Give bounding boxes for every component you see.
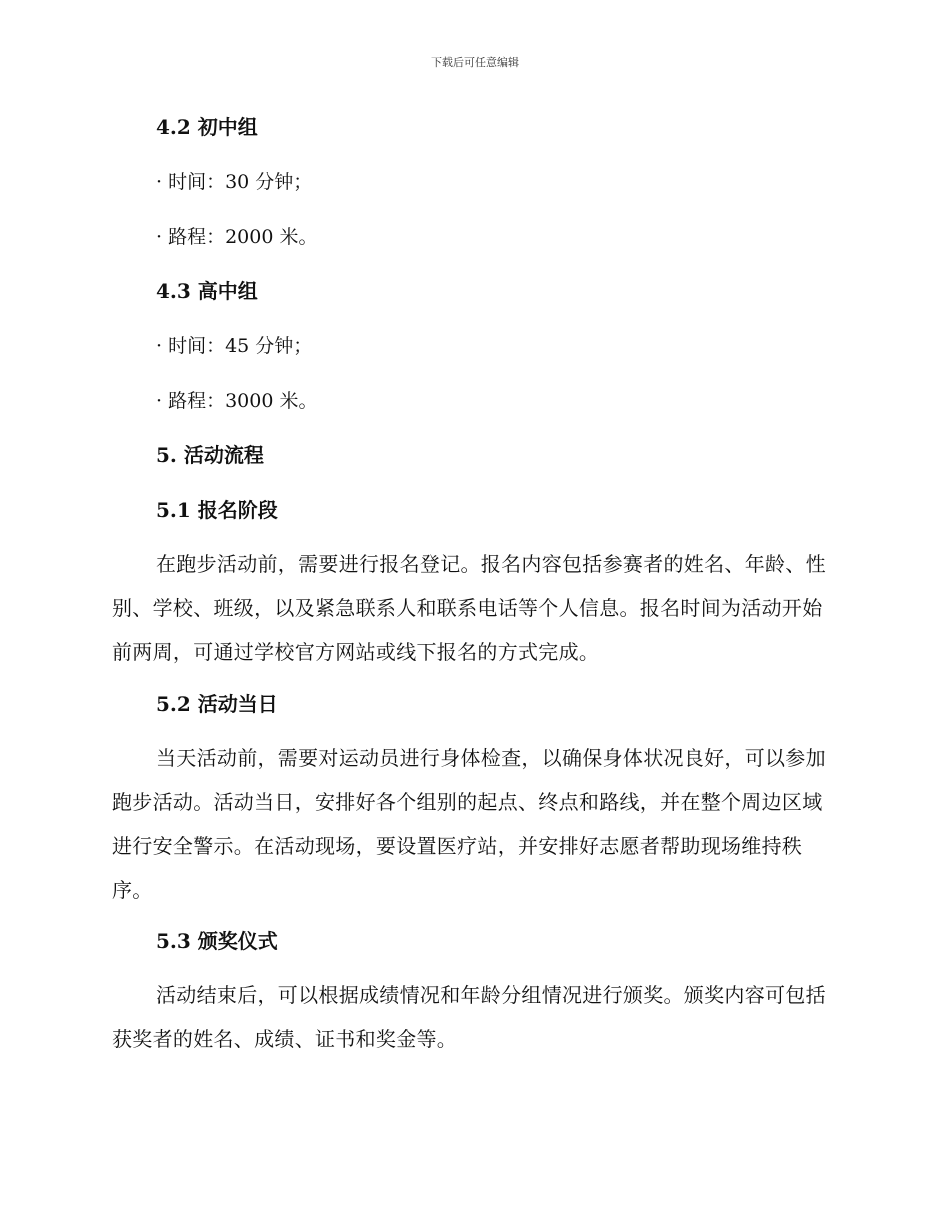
page-header: 下载后可任意编辑 [431, 56, 519, 69]
bullet-time-junior: · 时间：30 分钟； [156, 171, 313, 193]
heading-5-2: 5.2 活动当日 [156, 692, 278, 716]
paragraph-registration: 在跑步活动前，需要进行报名登记。报名内容包括参赛者的姓名、年龄、性别、学校、班级，以及紧急联系人和联系电话等个人信息。报名时间为活动开始前两周，可通过学校官方网站或线下报名的方式完成。 [112, 552, 826, 664]
bullet-distance-junior: · 路程：2000 米。 [156, 226, 318, 248]
heading-5-3: 5.3 颁奖仪式 [156, 929, 278, 953]
heading-5: 5. 活动流程 [156, 443, 264, 467]
heading-4-2: 4.2 初中组 [156, 115, 258, 139]
paragraph-event-day: 当天活动前，需要对运动员进行身体检查，以确保身体状况良好，可以参加跑步活动。活动当日，安排好各个组别的起点、终点和路线，并在整个周边区域进行安全警示。在活动现场，要设置医疗站，并安排好志愿者帮助现场维持秩序。 [112, 746, 826, 902]
heading-5-1: 5.1 报名阶段 [156, 498, 278, 522]
heading-4-3: 4.3 高中组 [156, 279, 258, 303]
paragraph-award-ceremony: 活动结束后，可以根据成绩情况和年龄分组情况进行颁奖。颁奖内容可包括获奖者的姓名、成绩、证书和奖金等。 [112, 983, 826, 1051]
bullet-time-senior: · 时间：45 分钟； [156, 335, 313, 357]
bullet-distance-senior: · 路程：3000 米。 [156, 390, 318, 412]
